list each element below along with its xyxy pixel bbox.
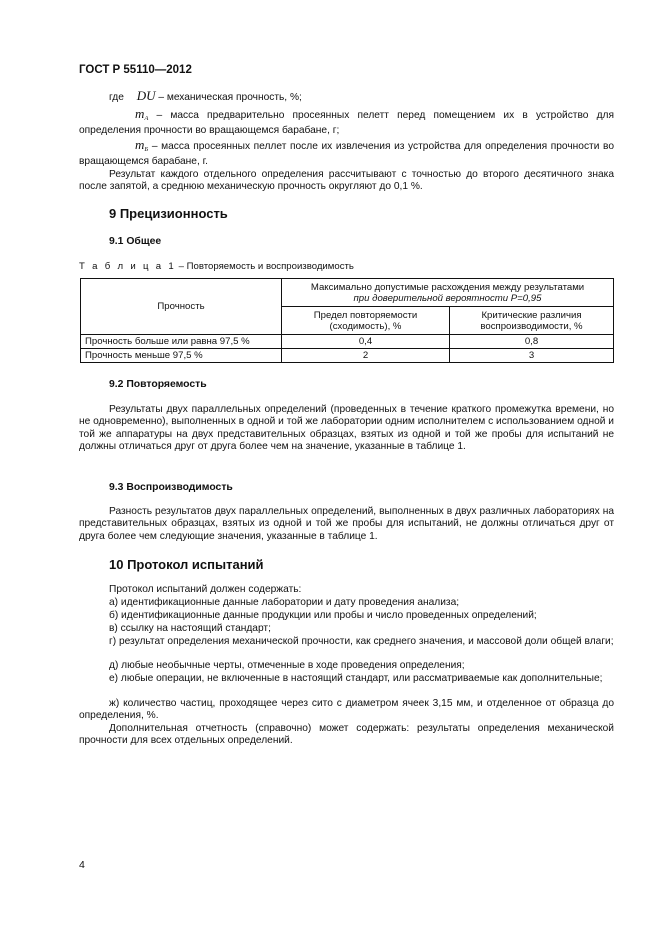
protocol-item-e: д) любые необычные черты, отмеченные в ходе проведения определения;: [109, 660, 465, 671]
protocol-item-g: ж) количество частиц, проходящее через сито с диаметром ячеек 3,15 мм, и отделенное от образца до определения, %.: [79, 698, 614, 722]
protocol-item-d: г) результат определения механической прочности, как среднего значения, и массовой доли общей влаги;: [109, 636, 614, 647]
row-repeatability: 2: [282, 349, 450, 363]
page-number: 4: [79, 859, 85, 871]
head-crit-line2: воспроизводимости, %: [480, 320, 583, 332]
definition-ma-text: – масса предварительно просеянных пелетт перед помещением их в устройство для определения прочности во вращающемся барабане, г;: [79, 110, 614, 137]
head-crit-line1: Критические различия: [481, 309, 582, 321]
row-critical: 0,8: [450, 335, 614, 349]
section-9-3-title: 9.3 Воспроизводимость: [109, 482, 233, 493]
head-strength: Прочность: [81, 279, 282, 335]
precision-table: [80, 278, 614, 363]
additional-reporting: Дополнительная отчетность (справочно) может содержать: результаты определения механической прочности для всех отдельных определений.: [79, 723, 614, 747]
protocol-intro: Протокол испытаний должен содержать:: [109, 584, 302, 595]
standard-header: ГОСТ Р 55110—2012: [79, 64, 192, 76]
definition-mb: [79, 139, 614, 169]
protocol-item-b: б) идентификационные данные продукции или пробы и число проведенных определений;: [109, 610, 537, 621]
protocol-item-a: а) идентификационные данные лаборатории и дату проведения анализа;: [109, 597, 460, 608]
symbol-du: DU: [136, 88, 156, 103]
head-rep-line1: Предел повторяемости: [313, 309, 418, 321]
result-paragraph: Результат каждого отдельного определения рассчитывают с точностью до второго десятичного знака после запятой, а среднюю механическую прочность округляют до 0,1 %.: [79, 169, 614, 193]
row-critical: 3: [450, 349, 614, 363]
table-caption: [79, 261, 354, 272]
head-max-deviation: [282, 279, 614, 307]
head-rep-line2: (сходимость), %: [329, 320, 402, 332]
repeatability-paragraph: Результаты двух параллельных определений (проведенных в течение краткого промежутка времени, но не одновременно), выполненных в одной и той же лаборатории одним исполнителем с использованием одной и той же аппаратуры на двух представительных образцах, взятых из одной и той же пробы для испытаний не должны отличаться друг от друга более чем на значение, указанные в таблице 1.: [79, 404, 614, 453]
definition-prefix: где: [109, 92, 124, 103]
symbol-sub-b: Б: [144, 146, 149, 153]
table-caption-text: – Повторяемость и воспроизводимость: [175, 261, 354, 272]
symbol-sub-a: A: [144, 115, 149, 122]
table-row: [81, 335, 614, 349]
symbol-m: m: [135, 106, 145, 121]
protocol-item-f: е) любые операции, не включенные в настоящий стандарт, или рассматриваемые как дополнительные;: [109, 673, 603, 684]
definition-du: [79, 90, 614, 104]
section-9-title: 9 Прецизионность: [109, 206, 228, 221]
head-repeatability: [282, 307, 450, 335]
section-9-2-title: 9.2 Повторяемость: [109, 379, 207, 390]
table-row: [81, 349, 614, 363]
definition-mb-text: – масса просеянных пеллет после их извлечения из устройства для определения прочности во вращающемся барабане, г.: [79, 141, 614, 168]
protocol-item-c: в) ссылку на настоящий стандарт;: [109, 623, 271, 634]
definition-du-text: – механическая прочность, %;: [158, 92, 302, 103]
table-caption-label: Т а б л и ц а 1: [79, 261, 176, 272]
symbol-m: m: [135, 137, 145, 152]
row-label: Прочность больше или равна 97,5 %: [81, 335, 282, 349]
head-critical: [450, 307, 614, 335]
head-max-line1: Максимально допустимые расхождения между результатами: [310, 281, 585, 293]
reproducibility-paragraph: Разность результатов двух параллельных определений, выполненных в двух различных лабораториях на представительных образцах, взятых из одной и той же пробы для испытаний, не должны отличаться друг от друга более чем следующие значения, указанные в таблице 1.: [79, 506, 614, 542]
section-9-1-title: 9.1 Общее: [109, 236, 162, 247]
row-repeatability: 0,4: [282, 335, 450, 349]
section-10-title: 10 Протокол испытаний: [109, 557, 264, 572]
row-label: Прочность меньше 97,5 %: [81, 349, 282, 363]
definition-ma: [79, 108, 614, 138]
head-max-line2: при доверительной вероятности Р=0,95: [353, 292, 542, 304]
